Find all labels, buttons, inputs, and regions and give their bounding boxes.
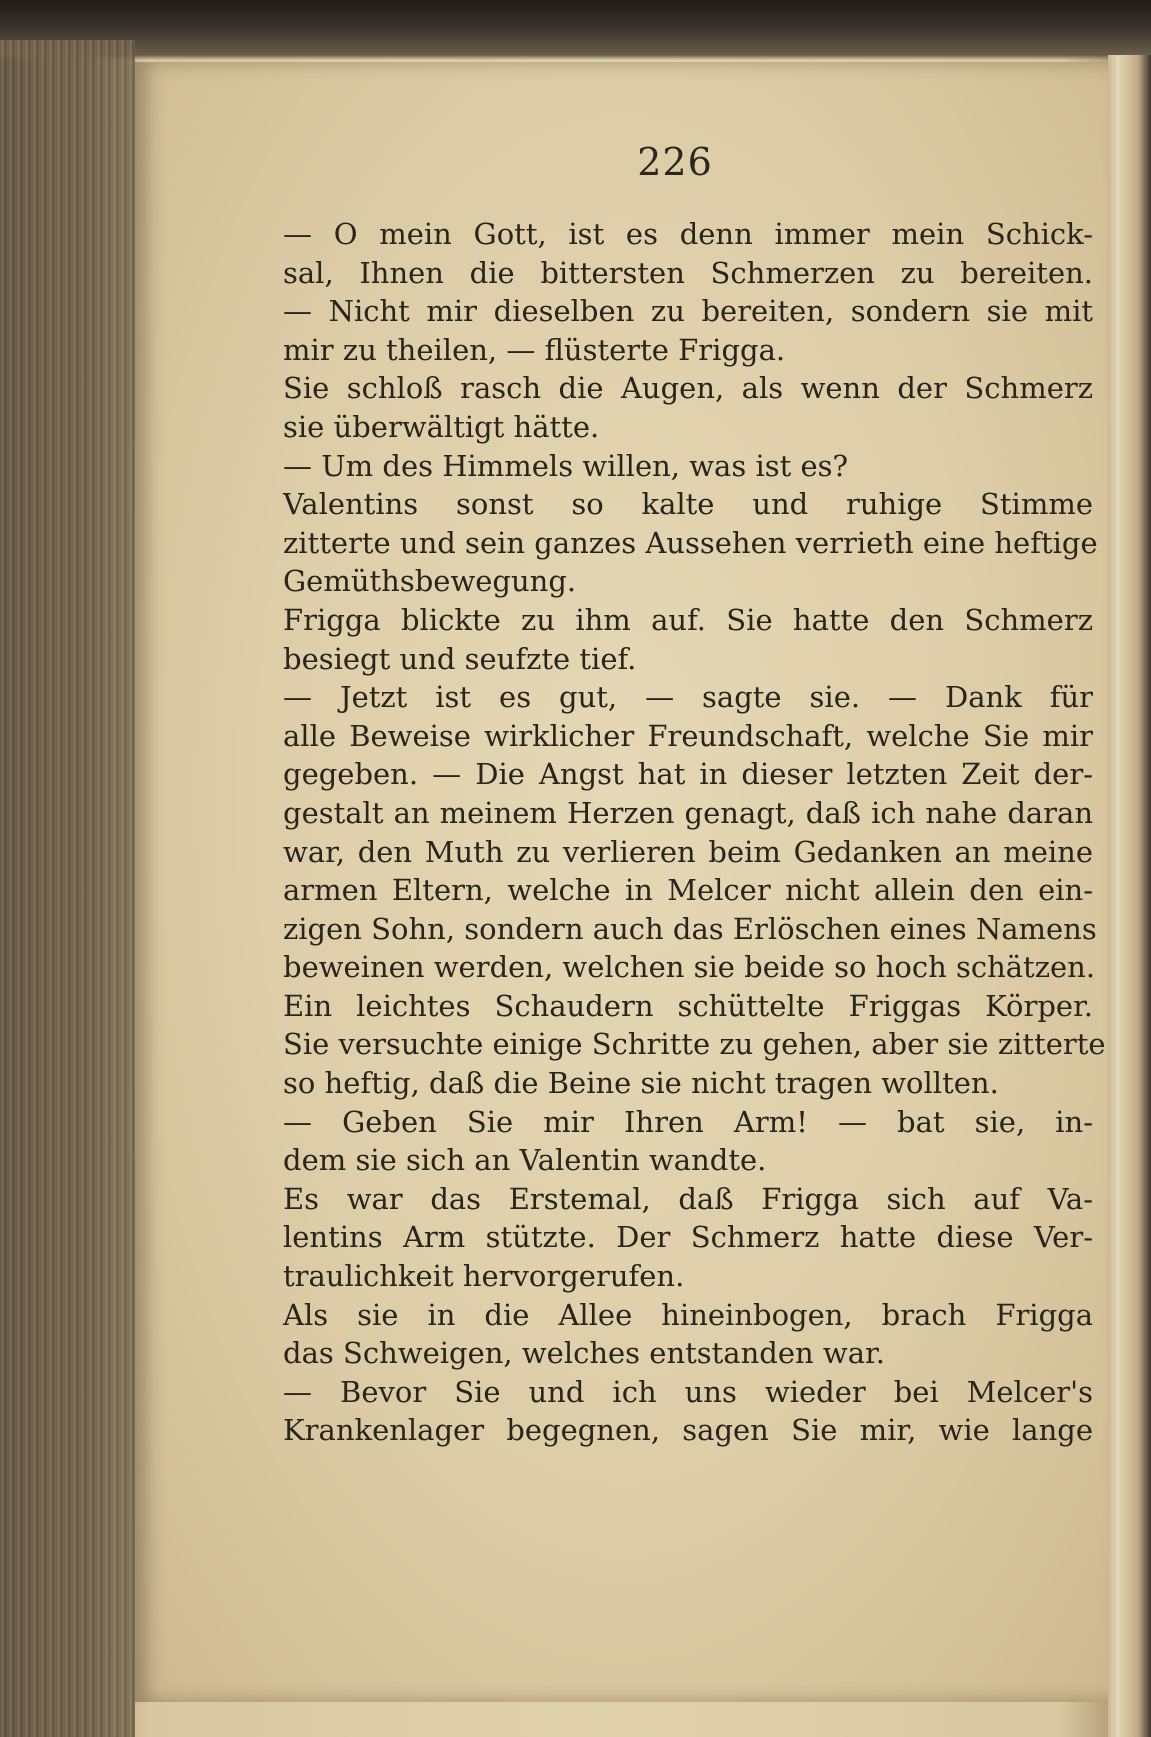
text-line: alle Beweise wirklicher Freundschaft, welche Sie mir — [283, 718, 1093, 753]
text-line: — Nicht mir dieselben zu bereiten, sondern sie mit — [283, 294, 1093, 329]
text-line: traulichkeit hervorgerufen. — [283, 1259, 685, 1294]
text-line: besiegt und seufzte tief. — [283, 641, 637, 676]
text-line: Valentins sonst so kalte und ruhige Stimme — [283, 487, 1093, 522]
text-line: sie überwältigt hätte. — [283, 409, 600, 444]
text-line: Es war das Erstemal, daß Frigga sich auf Va- — [283, 1181, 1093, 1216]
text-line: gegeben. — Die Angst hat in dieser letzten Zeit der- — [283, 757, 1093, 792]
book-top-edge — [0, 0, 1151, 60]
text-line: — Bevor Sie und ich uns wieder bei Melcer's — [283, 1374, 1093, 1409]
text-line: — Geben Sie mir Ihren Arm! — bat sie, in- — [283, 1104, 1093, 1139]
text-line: gestalt an meinem Herzen genagt, daß ich nahe daran — [283, 795, 1093, 830]
text-line: sal, Ihnen die bittersten Schmerzen zu bereiten. — [283, 255, 1093, 290]
text-line: — O mein Gott, ist es denn immer mein Schick- — [283, 217, 1093, 251]
text-line: armen Eltern, welche in Melcer nicht allein den ein- — [283, 873, 1093, 908]
page-stack-edge — [0, 40, 135, 1737]
text-line: — Jetzt ist es gut, — sagte sie. — Dank für — [283, 680, 1093, 715]
text-line: dem sie sich an Valentin wandte. — [283, 1143, 767, 1178]
text-line: Frigga blickte zu ihm auf. Sie hatte den Schmerz — [283, 602, 1093, 637]
text-line: so heftig, daß die Beine sie nicht tragen wollten. — [283, 1066, 999, 1101]
text-line: das Schweigen, welches entstanden war. — [283, 1336, 885, 1371]
text-line: zigen Sohn, sondern auch das Erlöschen eines Namens — [283, 911, 1097, 946]
text-line: zitterte und sein ganzes Aussehen verrieth eine heftige — [283, 525, 1098, 560]
text-line: mir zu theilen, — flüsterte Frigga. — [283, 332, 786, 367]
text-line: Gemüthsbewegung. — [283, 564, 577, 599]
text-line: Sie versuchte einige Schritte zu gehen, aber sie zitterte — [283, 1027, 1106, 1062]
text-line: Sie schloß rasch die Augen, als wenn der Schmerz — [283, 371, 1093, 406]
text-line: — Um des Himmels willen, was ist es? — [283, 448, 849, 483]
text-line: Als sie in die Allee hineinbogen, brach Frigga — [283, 1297, 1093, 1332]
text-line: Ein leichtes Schaudern schüttelte Friggas Körper. — [283, 988, 1093, 1023]
text-line: war, den Muth zu verlieren beim Gedanken an meine — [283, 834, 1093, 869]
text-line: lentins Arm stützte. Der Schmerz hatte diese Ver- — [283, 1220, 1093, 1255]
text-line: beweinen werden, welchen sie beide so hoch schätzen. — [283, 950, 1096, 985]
page-number: 226 — [637, 140, 713, 184]
body-text — [283, 215, 1106, 1450]
facing-page-edge — [1108, 55, 1151, 1737]
text-line: Krankenlager begegnen, sagen Sie mir, wie lange — [283, 1413, 1093, 1448]
